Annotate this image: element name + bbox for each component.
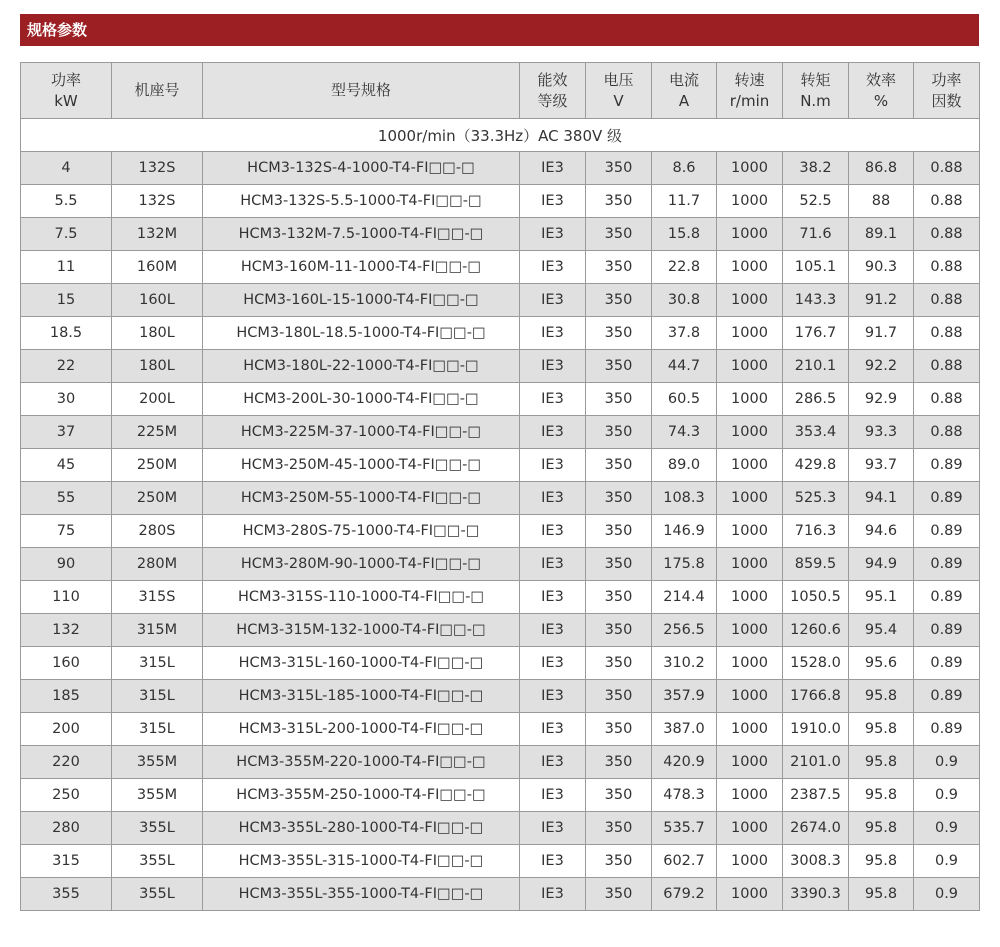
cell-frame: 180L — [112, 317, 203, 350]
table-row — [21, 878, 980, 911]
cell-efficiency-class: IE3 — [520, 647, 586, 680]
cell-power: 220 — [21, 746, 112, 779]
table-row — [21, 515, 980, 548]
cell-power-factor: 0.88 — [914, 350, 980, 383]
cell-efficiency: 95.8 — [849, 878, 914, 911]
cell-speed: 1000 — [717, 218, 783, 251]
cell-model: HCM3-180L-18.5-1000-T4-FI□□-□ — [203, 317, 520, 350]
cell-efficiency-class: IE3 — [520, 614, 586, 647]
cell-voltage: 350 — [586, 812, 652, 845]
table-row — [21, 284, 980, 317]
cell-model: HCM3-160M-11-1000-T4-FI□□-□ — [203, 251, 520, 284]
cell-model: HCM3-355L-280-1000-T4-FI□□-□ — [203, 812, 520, 845]
cell-model: HCM3-315L-160-1000-T4-FI□□-□ — [203, 647, 520, 680]
cell-voltage: 350 — [586, 878, 652, 911]
cell-efficiency: 94.6 — [849, 515, 914, 548]
cell-speed: 1000 — [717, 383, 783, 416]
cell-torque: 38.2 — [783, 152, 849, 185]
cell-frame: 132M — [112, 218, 203, 251]
cell-efficiency-class: IE3 — [520, 548, 586, 581]
table-row — [21, 416, 980, 449]
cell-current: 60.5 — [652, 383, 717, 416]
cell-model: HCM3-132S-4-1000-T4-FI□□-□ — [203, 152, 520, 185]
cell-model: HCM3-200L-30-1000-T4-FI□□-□ — [203, 383, 520, 416]
cell-torque: 1910.0 — [783, 713, 849, 746]
cell-model: HCM3-315S-110-1000-T4-FI□□-□ — [203, 581, 520, 614]
table-row — [21, 845, 980, 878]
cell-model: HCM3-355L-355-1000-T4-FI□□-□ — [203, 878, 520, 911]
cell-torque: 3008.3 — [783, 845, 849, 878]
cell-frame: 355M — [112, 746, 203, 779]
cell-voltage: 350 — [586, 284, 652, 317]
cell-power-factor: 0.89 — [914, 449, 980, 482]
header-model: 型号规格 — [203, 63, 520, 119]
cell-model: HCM3-160L-15-1000-T4-FI□□-□ — [203, 284, 520, 317]
cell-torque: 52.5 — [783, 185, 849, 218]
cell-current: 256.5 — [652, 614, 717, 647]
cell-efficiency-class: IE3 — [520, 845, 586, 878]
cell-model: HCM3-280M-90-1000-T4-FI□□-□ — [203, 548, 520, 581]
table-row — [21, 317, 980, 350]
cell-voltage: 350 — [586, 845, 652, 878]
cell-efficiency: 86.8 — [849, 152, 914, 185]
cell-power-factor: 0.9 — [914, 878, 980, 911]
cell-torque: 1260.6 — [783, 614, 849, 647]
cell-model: HCM3-250M-45-1000-T4-FI□□-□ — [203, 449, 520, 482]
cell-efficiency-class: IE3 — [520, 218, 586, 251]
cell-torque: 353.4 — [783, 416, 849, 449]
cell-efficiency-class: IE3 — [520, 713, 586, 746]
cell-torque: 1528.0 — [783, 647, 849, 680]
cell-torque: 1766.8 — [783, 680, 849, 713]
cell-power-factor: 0.89 — [914, 548, 980, 581]
table-row — [21, 548, 980, 581]
cell-efficiency: 95.4 — [849, 614, 914, 647]
header-current: 电流 A — [652, 63, 717, 119]
cell-power-factor: 0.88 — [914, 218, 980, 251]
cell-frame: 280M — [112, 548, 203, 581]
cell-efficiency-class: IE3 — [520, 251, 586, 284]
cell-efficiency-class: IE3 — [520, 152, 586, 185]
cell-speed: 1000 — [717, 482, 783, 515]
cell-power: 90 — [21, 548, 112, 581]
cell-speed: 1000 — [717, 317, 783, 350]
cell-model: HCM3-132M-7.5-1000-T4-FI□□-□ — [203, 218, 520, 251]
cell-current: 15.8 — [652, 218, 717, 251]
table-row — [21, 812, 980, 845]
cell-efficiency: 95.8 — [849, 845, 914, 878]
cell-speed: 1000 — [717, 449, 783, 482]
cell-power: 4 — [21, 152, 112, 185]
cell-power: 132 — [21, 614, 112, 647]
cell-power-factor: 0.89 — [914, 515, 980, 548]
cell-voltage: 350 — [586, 746, 652, 779]
cell-voltage: 350 — [586, 383, 652, 416]
cell-current: 679.2 — [652, 878, 717, 911]
cell-efficiency: 90.3 — [849, 251, 914, 284]
cell-power: 185 — [21, 680, 112, 713]
cell-frame: 355L — [112, 812, 203, 845]
table-row — [21, 251, 980, 284]
cell-efficiency: 95.6 — [849, 647, 914, 680]
cell-current: 310.2 — [652, 647, 717, 680]
cell-frame: 355M — [112, 779, 203, 812]
cell-efficiency: 88 — [849, 185, 914, 218]
header-torque: 转矩 N.m — [783, 63, 849, 119]
cell-frame: 355L — [112, 845, 203, 878]
cell-frame: 280S — [112, 515, 203, 548]
cell-speed: 1000 — [717, 515, 783, 548]
cell-efficiency: 91.2 — [849, 284, 914, 317]
cell-frame: 225M — [112, 416, 203, 449]
table-row — [21, 152, 980, 185]
cell-power-factor: 0.89 — [914, 614, 980, 647]
cell-frame: 132S — [112, 185, 203, 218]
cell-efficiency-class: IE3 — [520, 383, 586, 416]
cell-power-factor: 0.88 — [914, 251, 980, 284]
cell-speed: 1000 — [717, 152, 783, 185]
cell-frame: 250M — [112, 482, 203, 515]
cell-speed: 1000 — [717, 647, 783, 680]
cell-speed: 1000 — [717, 548, 783, 581]
cell-efficiency: 94.1 — [849, 482, 914, 515]
cell-current: 420.9 — [652, 746, 717, 779]
cell-frame: 180L — [112, 350, 203, 383]
table-row — [21, 647, 980, 680]
cell-power: 110 — [21, 581, 112, 614]
cell-torque: 71.6 — [783, 218, 849, 251]
cell-power-factor: 0.88 — [914, 383, 980, 416]
cell-efficiency: 89.1 — [849, 218, 914, 251]
cell-frame: 132S — [112, 152, 203, 185]
cell-voltage: 350 — [586, 614, 652, 647]
cell-torque: 1050.5 — [783, 581, 849, 614]
cell-power-factor: 0.88 — [914, 416, 980, 449]
cell-power: 30 — [21, 383, 112, 416]
cell-current: 535.7 — [652, 812, 717, 845]
cell-model: HCM3-315L-200-1000-T4-FI□□-□ — [203, 713, 520, 746]
cell-torque: 3390.3 — [783, 878, 849, 911]
header-efficiency: 效率 % — [849, 63, 914, 119]
cell-power-factor: 0.9 — [914, 812, 980, 845]
cell-efficiency: 94.9 — [849, 548, 914, 581]
header-speed: 转速 r/min — [717, 63, 783, 119]
cell-efficiency-class: IE3 — [520, 482, 586, 515]
cell-speed: 1000 — [717, 713, 783, 746]
table-row — [21, 218, 980, 251]
cell-power: 7.5 — [21, 218, 112, 251]
cell-power-factor: 0.89 — [914, 680, 980, 713]
cell-power: 15 — [21, 284, 112, 317]
cell-torque: 143.3 — [783, 284, 849, 317]
cell-efficiency: 93.7 — [849, 449, 914, 482]
table-row — [21, 581, 980, 614]
cell-power-factor: 0.89 — [914, 713, 980, 746]
table-row — [21, 779, 980, 812]
cell-speed: 1000 — [717, 185, 783, 218]
cell-efficiency-class: IE3 — [520, 284, 586, 317]
cell-power: 250 — [21, 779, 112, 812]
header-power-factor: 功率 因数 — [914, 63, 980, 119]
cell-speed: 1000 — [717, 416, 783, 449]
cell-efficiency-class: IE3 — [520, 416, 586, 449]
cell-voltage: 350 — [586, 185, 652, 218]
cell-model: HCM3-250M-55-1000-T4-FI□□-□ — [203, 482, 520, 515]
cell-speed: 1000 — [717, 614, 783, 647]
cell-power-factor: 0.9 — [914, 746, 980, 779]
table-row — [21, 482, 980, 515]
cell-current: 89.0 — [652, 449, 717, 482]
cell-power: 5.5 — [21, 185, 112, 218]
cell-current: 108.3 — [652, 482, 717, 515]
cell-voltage: 350 — [586, 581, 652, 614]
cell-power: 315 — [21, 845, 112, 878]
cell-voltage: 350 — [586, 515, 652, 548]
cell-power: 280 — [21, 812, 112, 845]
cell-efficiency: 93.3 — [849, 416, 914, 449]
cell-frame: 315L — [112, 713, 203, 746]
cell-torque: 286.5 — [783, 383, 849, 416]
cell-efficiency-class: IE3 — [520, 515, 586, 548]
cell-power: 11 — [21, 251, 112, 284]
cell-efficiency-class: IE3 — [520, 581, 586, 614]
cell-power: 18.5 — [21, 317, 112, 350]
cell-efficiency-class: IE3 — [520, 779, 586, 812]
cell-model: HCM3-355M-220-1000-T4-FI□□-□ — [203, 746, 520, 779]
cell-voltage: 350 — [586, 482, 652, 515]
cell-voltage: 350 — [586, 218, 652, 251]
cell-speed: 1000 — [717, 350, 783, 383]
table-row — [21, 614, 980, 647]
cell-model: HCM3-315L-185-1000-T4-FI□□-□ — [203, 680, 520, 713]
cell-efficiency-class: IE3 — [520, 317, 586, 350]
cell-torque: 859.5 — [783, 548, 849, 581]
cell-current: 602.7 — [652, 845, 717, 878]
cell-torque: 105.1 — [783, 251, 849, 284]
table-row — [21, 449, 980, 482]
cell-efficiency: 95.8 — [849, 713, 914, 746]
cell-efficiency-class: IE3 — [520, 746, 586, 779]
cell-power-factor: 0.89 — [914, 647, 980, 680]
cell-voltage: 350 — [586, 317, 652, 350]
cell-current: 357.9 — [652, 680, 717, 713]
cell-frame: 355L — [112, 878, 203, 911]
cell-power: 37 — [21, 416, 112, 449]
cell-model: HCM3-355L-315-1000-T4-FI□□-□ — [203, 845, 520, 878]
cell-frame: 160L — [112, 284, 203, 317]
cell-power: 160 — [21, 647, 112, 680]
cell-current: 37.8 — [652, 317, 717, 350]
cell-efficiency: 92.2 — [849, 350, 914, 383]
cell-speed: 1000 — [717, 251, 783, 284]
cell-power-factor: 0.89 — [914, 581, 980, 614]
cell-power-factor: 0.88 — [914, 284, 980, 317]
cell-voltage: 350 — [586, 713, 652, 746]
table-row — [21, 713, 980, 746]
cell-model: HCM3-280S-75-1000-T4-FI□□-□ — [203, 515, 520, 548]
cell-frame: 200L — [112, 383, 203, 416]
cell-efficiency: 95.8 — [849, 779, 914, 812]
cell-current: 214.4 — [652, 581, 717, 614]
cell-power: 200 — [21, 713, 112, 746]
cell-power-factor: 0.88 — [914, 152, 980, 185]
table-row — [21, 746, 980, 779]
cell-torque: 2101.0 — [783, 746, 849, 779]
table-row — [21, 350, 980, 383]
table-row — [21, 680, 980, 713]
cell-frame: 250M — [112, 449, 203, 482]
cell-current: 146.9 — [652, 515, 717, 548]
cell-current: 8.6 — [652, 152, 717, 185]
cell-current: 44.7 — [652, 350, 717, 383]
cell-efficiency-class: IE3 — [520, 680, 586, 713]
cell-voltage: 350 — [586, 680, 652, 713]
cell-efficiency: 95.8 — [849, 680, 914, 713]
cell-voltage: 350 — [586, 647, 652, 680]
cell-efficiency-class: IE3 — [520, 878, 586, 911]
cell-voltage: 350 — [586, 416, 652, 449]
header-frame: 机座号 — [112, 63, 203, 119]
table-row — [21, 185, 980, 218]
cell-speed: 1000 — [717, 845, 783, 878]
cell-current: 30.8 — [652, 284, 717, 317]
cell-speed: 1000 — [717, 779, 783, 812]
cell-torque: 2387.5 — [783, 779, 849, 812]
cell-frame: 160M — [112, 251, 203, 284]
cell-torque: 429.8 — [783, 449, 849, 482]
cell-voltage: 350 — [586, 350, 652, 383]
cell-speed: 1000 — [717, 581, 783, 614]
cell-frame: 315L — [112, 647, 203, 680]
section-title: 规格参数 — [27, 21, 88, 39]
cell-current: 387.0 — [652, 713, 717, 746]
cell-torque: 2674.0 — [783, 812, 849, 845]
cell-efficiency: 91.7 — [849, 317, 914, 350]
spec-table — [20, 62, 980, 911]
cell-efficiency: 95.8 — [849, 812, 914, 845]
cell-power: 55 — [21, 482, 112, 515]
cell-voltage: 350 — [586, 548, 652, 581]
cell-torque: 210.1 — [783, 350, 849, 383]
cell-current: 11.7 — [652, 185, 717, 218]
header-power: 功率 kW — [21, 63, 112, 119]
header-efficiency-class: 能效 等级 — [520, 63, 586, 119]
cell-speed: 1000 — [717, 746, 783, 779]
cell-torque: 525.3 — [783, 482, 849, 515]
cell-current: 175.8 — [652, 548, 717, 581]
cell-current: 74.3 — [652, 416, 717, 449]
cell-voltage: 350 — [586, 251, 652, 284]
cell-power-factor: 0.89 — [914, 482, 980, 515]
cell-efficiency-class: IE3 — [520, 812, 586, 845]
cell-speed: 1000 — [717, 812, 783, 845]
cell-model: HCM3-225M-37-1000-T4-FI□□-□ — [203, 416, 520, 449]
cell-frame: 315M — [112, 614, 203, 647]
cell-current: 22.8 — [652, 251, 717, 284]
cell-efficiency-class: IE3 — [520, 350, 586, 383]
cell-efficiency: 95.8 — [849, 746, 914, 779]
cell-current: 478.3 — [652, 779, 717, 812]
cell-voltage: 350 — [586, 152, 652, 185]
cell-voltage: 350 — [586, 449, 652, 482]
subheader-cell: 1000r/min（33.3Hz）AC 380V 级 — [21, 119, 980, 152]
section-title-banner — [20, 14, 979, 46]
cell-power: 75 — [21, 515, 112, 548]
cell-power-factor: 0.9 — [914, 779, 980, 812]
cell-efficiency-class: IE3 — [520, 449, 586, 482]
subheader-row — [21, 119, 980, 152]
cell-frame: 315L — [112, 680, 203, 713]
cell-model: HCM3-315M-132-1000-T4-FI□□-□ — [203, 614, 520, 647]
cell-power-factor: 0.88 — [914, 185, 980, 218]
cell-speed: 1000 — [717, 878, 783, 911]
cell-model: HCM3-355M-250-1000-T4-FI□□-□ — [203, 779, 520, 812]
cell-power: 355 — [21, 878, 112, 911]
cell-speed: 1000 — [717, 284, 783, 317]
cell-efficiency: 95.1 — [849, 581, 914, 614]
cell-power: 22 — [21, 350, 112, 383]
header-row — [21, 63, 980, 119]
cell-model: HCM3-132S-5.5-1000-T4-FI□□-□ — [203, 185, 520, 218]
table-row — [21, 383, 980, 416]
cell-frame: 315S — [112, 581, 203, 614]
cell-voltage: 350 — [586, 779, 652, 812]
cell-efficiency-class: IE3 — [520, 185, 586, 218]
cell-power-factor: 0.88 — [914, 317, 980, 350]
cell-power-factor: 0.9 — [914, 845, 980, 878]
cell-efficiency: 92.9 — [849, 383, 914, 416]
cell-torque: 716.3 — [783, 515, 849, 548]
cell-speed: 1000 — [717, 680, 783, 713]
header-voltage: 电压 V — [586, 63, 652, 119]
cell-torque: 176.7 — [783, 317, 849, 350]
cell-power: 45 — [21, 449, 112, 482]
cell-model: HCM3-180L-22-1000-T4-FI□□-□ — [203, 350, 520, 383]
